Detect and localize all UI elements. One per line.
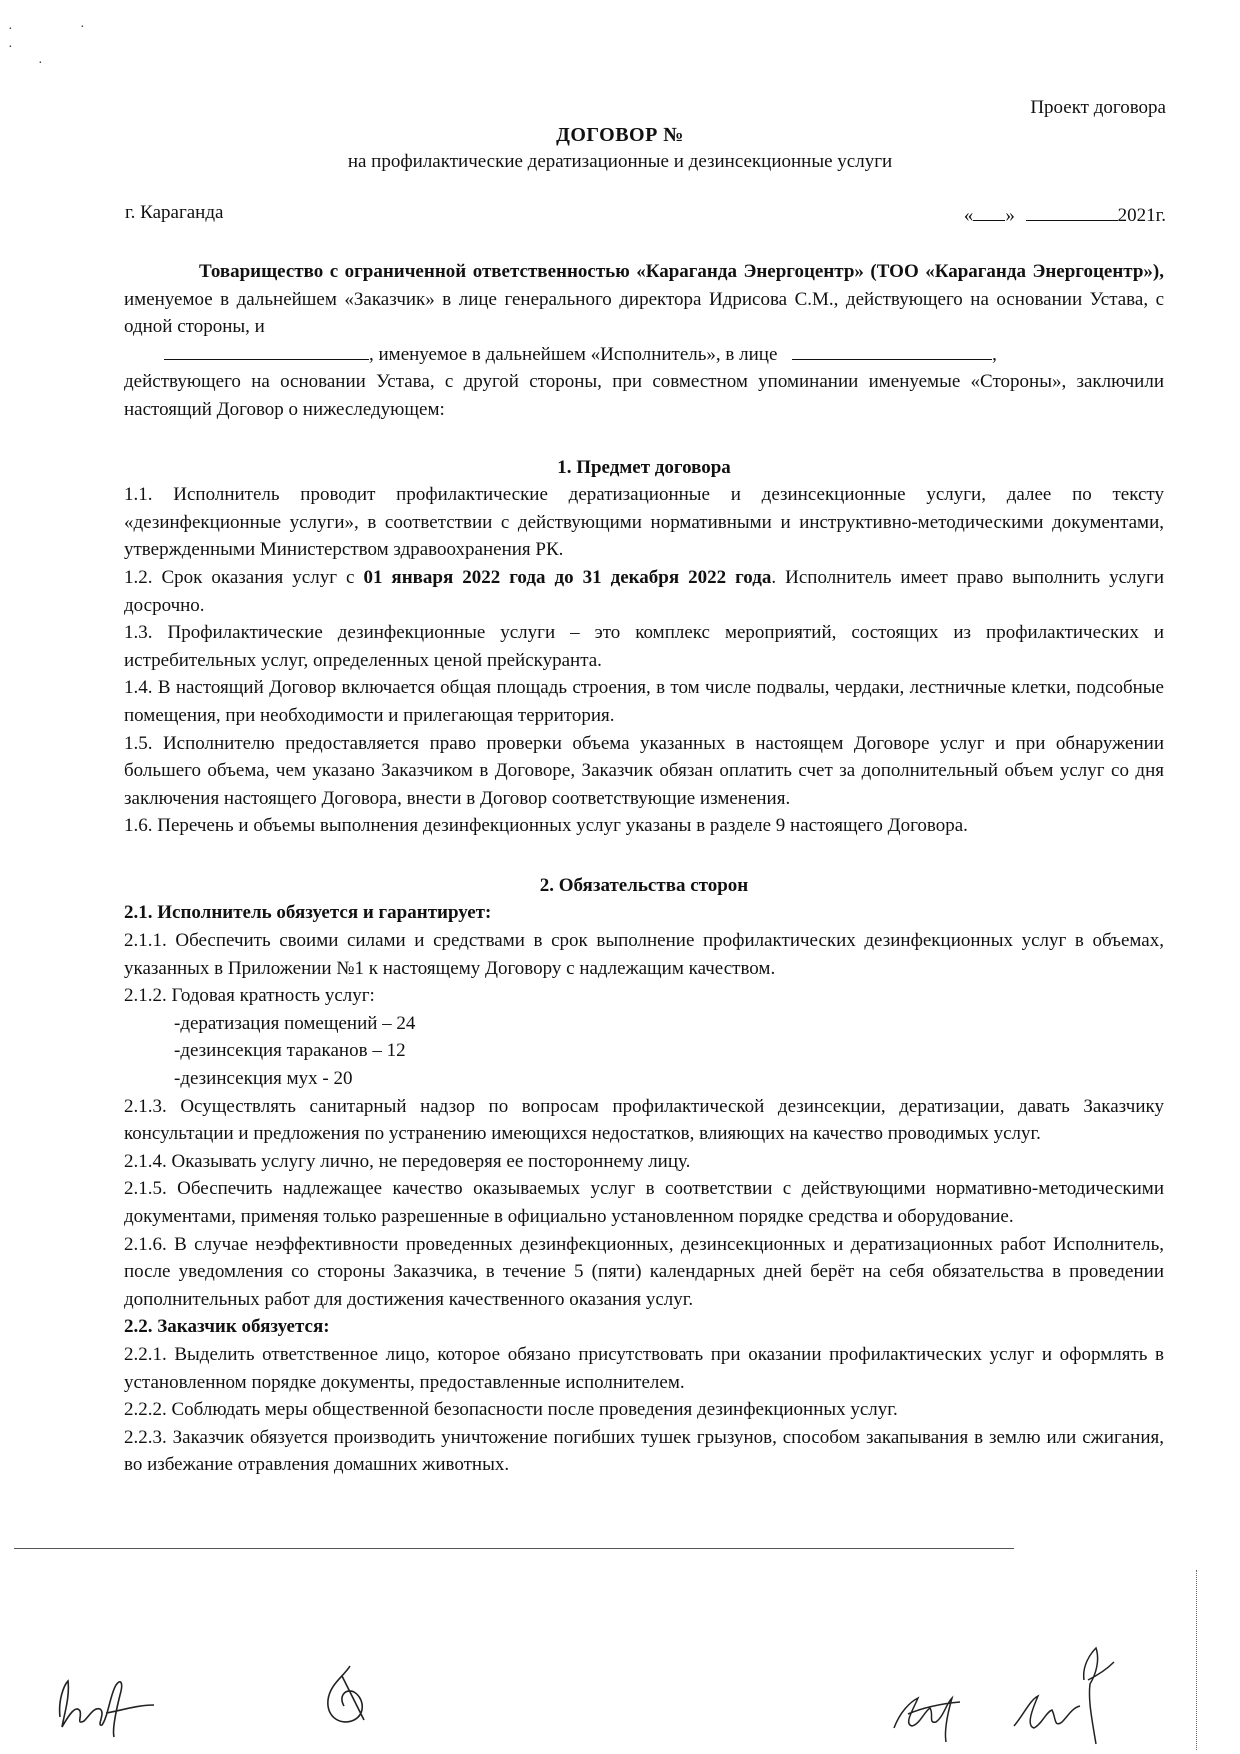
list-item: -дератизация помещений – 24 — [174, 1012, 416, 1034]
clause-1-3: 1.3. Профилактические дезинфекционные услуги – это комплекс мероприятий, состоящих из профилактических и истребительных услуг, определенных ценой прейскуранта. — [124, 622, 1164, 671]
document-title: ДОГОВОР № — [556, 124, 684, 146]
clause-2-1-3: 2.1.3. Осуществлять санитарный надзор по вопросам профилактической дезинсекции, дератизации, давать Заказчику консультации и предложения по устранению имеющихся недостатков, влияющих на качество проводимых услуг. — [124, 1095, 1164, 1145]
scan-edge — [1196, 1570, 1197, 1750]
clause-2-1-6: 2.1.6. В случае неэффективности проведенных дезинфекционных, дезинсекционных и дератизационных работ Исполнитель, после уведомления со стороны Заказчика, в течение 5 (пяти) календарных дней берёт на себя обязательства в проведении дополнительных работ для достижения качественного оказания услуг. — [124, 1233, 1164, 1310]
preamble-paragraph: Товарищество с ограниченной ответственностью «Караганда Энергоцентр» (ТОО «Караганда Энергоцентр»), именуемое в дальнейшем «Заказчик» в лице генерального директора Идрисова С.М., действующего на основании Устава, с одной стороны, и — [124, 261, 1164, 338]
date-open-quote: « — [963, 205, 974, 226]
scan-speck: · — [38, 56, 43, 71]
clause-1-1: 1.1. Исполнитель проводит профилактические дератизационные и дезинсекционные услуги, далее по тексту «дезинфекционные услуги», в соответствии с действующими нормативными и инструктивно-методическими документами, утвержденными Министерством здравоохранения РК. — [124, 484, 1164, 561]
clause-1-6: 1.6. Перечень и объемы выполнения дезинфекционных услуг указаны в разделе 9 настоящего Договора. — [124, 815, 968, 837]
list-item: -дезинсекция мух - 20 — [174, 1068, 353, 1090]
contractor-name-blank — [164, 341, 369, 360]
document-subtitle: на профилактические дератизационные и дезинсекционные услуги — [347, 151, 893, 172]
scan-line — [14, 1548, 1014, 1549]
month-blank — [1026, 202, 1118, 221]
document-body — [124, 258, 1164, 1479]
preamble-ending: действующего на основании Устава, с другой стороны, при совместном упоминании именуемые «Стороны», заключили настоящий Договор о нижеследующем: — [124, 371, 1164, 420]
clause-2-2-2: 2.2.2. Соблюдать меры общественной безопасности после проведения дезинфекционных услуг. — [124, 1399, 898, 1421]
clause-1-2: 1.2. Срок оказания услуг с 01 января 2022 года до 31 декабря 2022 года. Исполнитель имеет право выполнить услуги досрочно. — [124, 566, 1165, 616]
subsection-2-2: 2.2. Заказчик обязуется: — [124, 1316, 330, 1338]
clause-2-1-4: 2.1.4. Оказывать услугу лично, не передоверяя ее постороннему лицу. — [124, 1150, 691, 1172]
clause-1-4: 1.4. В настоящий Договор включается общая площадь строения, в том числе подвалы, чердаки, лестничные клетки, подсобные помещения, при необходимости и прилегающая территория. — [124, 677, 1164, 726]
service-frequency-list — [124, 1010, 1164, 1093]
city-line: г. Караганда — [125, 202, 224, 223]
day-blank — [973, 202, 1005, 221]
subsection-2-1: 2.1. Исполнитель обязуется и гарантирует: — [124, 902, 492, 924]
stamp-mark — [320, 1662, 380, 1732]
scan-speck: · — [8, 22, 13, 37]
service-period: 01 января 2022 года до 31 декабря 2022 года — [363, 566, 772, 588]
section-2-heading: 2. Обязательства сторон — [539, 874, 749, 896]
date-year: 2021г. — [1117, 205, 1166, 226]
scan-speck: · — [8, 40, 13, 55]
section-1-heading: 1. Предмет договора — [557, 456, 731, 478]
clause-2-1-1: 2.1.1. Обеспечить своими силами и средствами в срок выполнение профилактических дезинфекционных услуг в объемах, указанных в Приложении №1 к настоящему Договору с надлежащим качеством. — [124, 930, 1164, 979]
clause-2-1-5: 2.1.5. Обеспечить надлежащее качество оказываемых услуг в соответствии с действующими нормативно-методическими документами, применяя только разрешенные в официально установленном порядке средства и оборудование. — [124, 1178, 1164, 1227]
draft-label: Проект договора — [1030, 97, 1166, 118]
date-close-quote: » — [1005, 205, 1015, 226]
contractor-rep-blank — [792, 341, 992, 360]
clause-1-5: 1.5. Исполнителю предоставляется право проверки объема указанных в настоящем Договоре услуг и при обнаружении большего объема, чем указано Заказчиком в Договоре, Заказчик обязан оплатить счет за дополнительный объем услуг со дня заключения настоящего Договора, внести в Договор соответствующие изменения. — [124, 732, 1164, 809]
signature-left — [50, 1655, 160, 1745]
clause-2-2-1: 2.2.1. Выделить ответственное лицо, которое обязано присутствовать при оказании профилактических услуг и оформлять в установленном порядке документы, предоставленные исполнителем. — [124, 1343, 1164, 1393]
list-item: -дезинсекция тараканов – 12 — [174, 1040, 406, 1062]
clause-2-2-3: 2.2.3. Заказчик обязуется производить уничтожение погибших тушек грызунов, способом закапывания в землю или сжигания, во избежание отравления домашних животных. — [124, 1426, 1164, 1476]
clause-2-1-2: 2.1.2. Годовая кратность услуг: — [124, 985, 375, 1007]
customer-name: Товарищество с ограниченной ответственностью «Караганда Энергоцентр» (ТОО «Караганда Энергоцентр»), — [199, 261, 1164, 282]
scan-speck: · — [80, 20, 85, 35]
signature-right-1 — [888, 1668, 968, 1748]
contractor-line: , именуемое в дальнейшем «Исполнитель», в лице , — [124, 341, 1164, 369]
signature-right-2 — [1010, 1640, 1120, 1750]
date-line — [964, 202, 1166, 227]
